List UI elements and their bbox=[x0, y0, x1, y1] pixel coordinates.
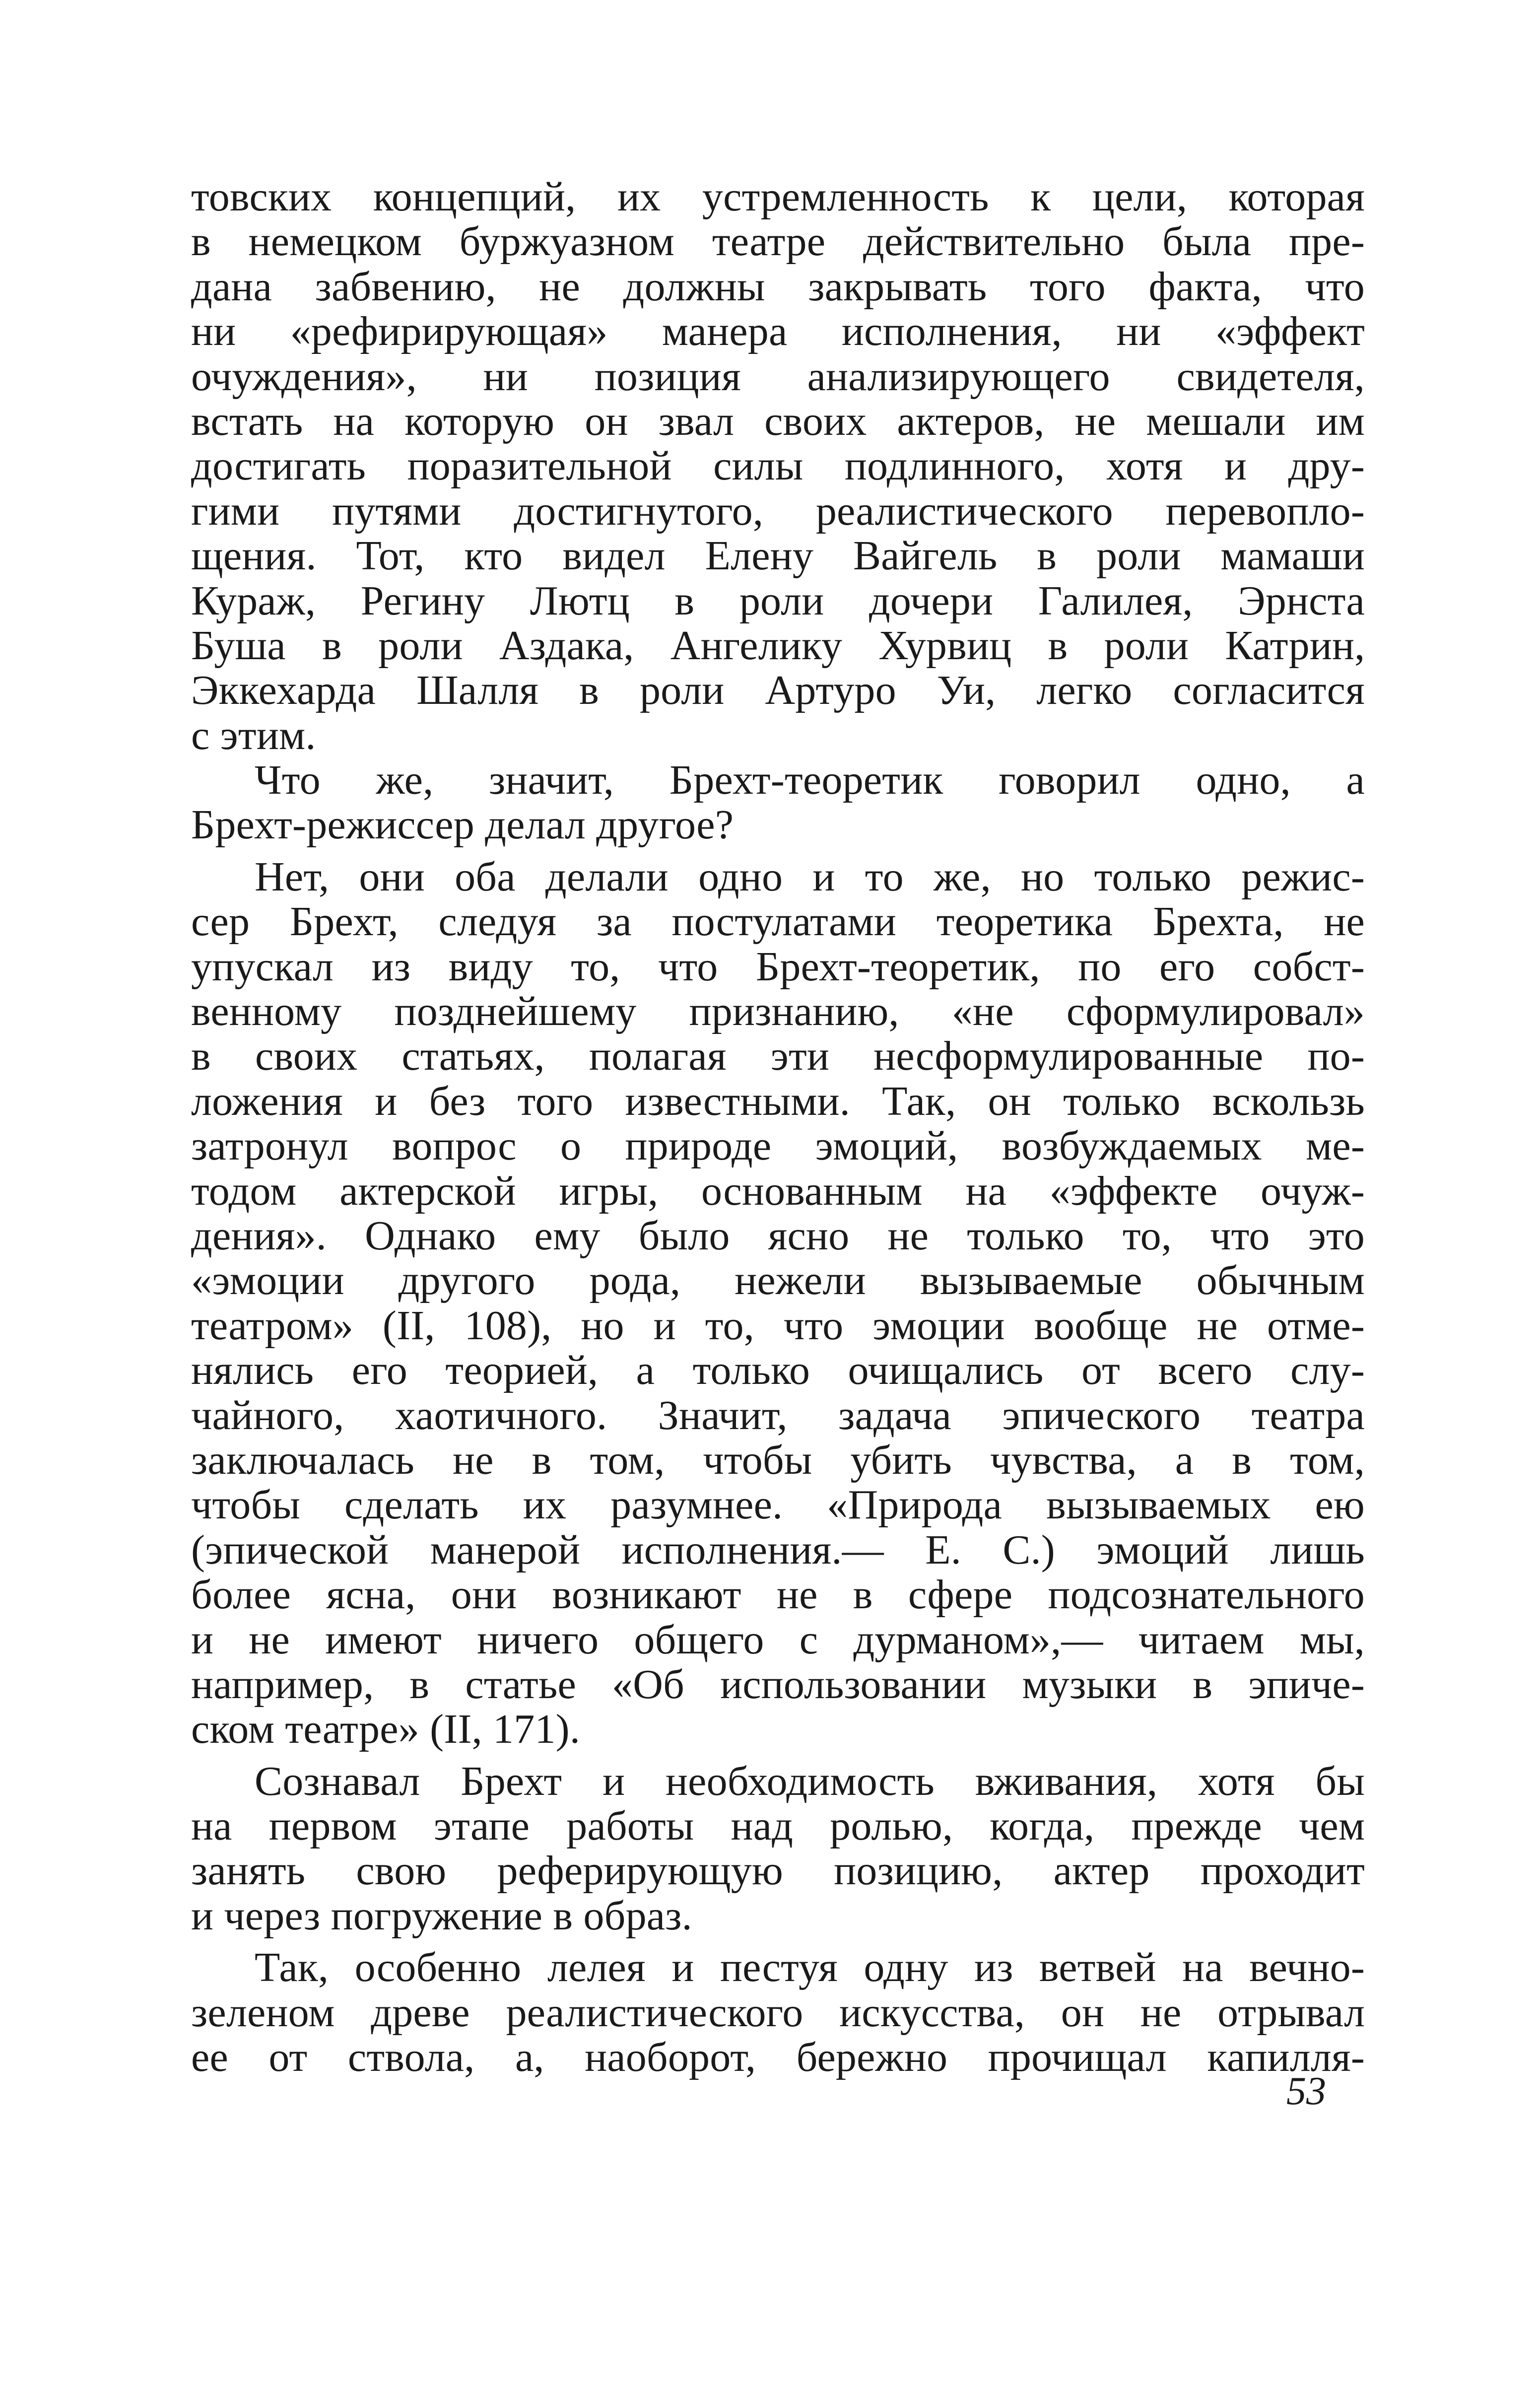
text-line: затронул вопрос о природе эмоций, возбуждаемых ме- bbox=[191, 1124, 1365, 1169]
text-line: в немецком буржуазном театре действительно была пре- bbox=[191, 219, 1365, 265]
paragraph bbox=[191, 1945, 1365, 2080]
text-line: занять свою реферирующую позицию, актер проходит bbox=[191, 1849, 1365, 1894]
text-line: (эпической манерой исполнения.— Е. С.) эмоций лишь bbox=[191, 1527, 1365, 1573]
paragraph bbox=[191, 855, 1365, 1752]
text-line: и через погружение в образ. bbox=[191, 1893, 692, 1939]
text-line: гими путями достигнутого, реалистического перевопло- bbox=[191, 488, 1365, 534]
text-line: чайного, хаотичного. Значит, задача эпического театра bbox=[191, 1393, 1365, 1438]
text-line: например, в статье «Об использовании музыки в эпиче- bbox=[191, 1662, 1365, 1708]
text-line: дана забвению, не должны закрывать того факта, что bbox=[191, 264, 1365, 310]
text-line: зеленом древе реалистического искусства, он не отрывал bbox=[191, 1990, 1365, 2036]
text-line: упускал из виду то, что Брехт-теоретик, по его собст- bbox=[191, 944, 1365, 990]
text-line: Кураж, Регину Лютц в роли дочери Галилея, Эрнста bbox=[191, 578, 1365, 623]
text-line: Сознавал Брехт и необходимость вживания, хотя бы bbox=[255, 1759, 1365, 1804]
text-line: товских концепций, их устремленность к цели, которая bbox=[191, 175, 1365, 220]
page-number: 53 bbox=[1286, 2069, 1326, 2113]
text-line: чтобы сделать их разумнее. «Природа вызываемых ею bbox=[191, 1483, 1365, 1528]
text-line: на первом этапе работы над ролью, когда, прежде чем bbox=[191, 1804, 1365, 1849]
text-line: ее от ствола, а, наоборот, бережно прочищал капилля- bbox=[191, 2035, 1365, 2080]
text-line: дения». Однако ему было ясно не только то, что это bbox=[191, 1213, 1365, 1259]
text-line: Что же, значит, Брехт-теоретик говорил одно, а bbox=[255, 758, 1365, 803]
paragraph bbox=[191, 1759, 1365, 1939]
paragraph-spacing bbox=[191, 1938, 1365, 1945]
text-line: более ясна, они возникают не в сфере подсознательного bbox=[191, 1573, 1365, 1618]
text-line: ском театре» (II, 171). bbox=[191, 1707, 581, 1752]
text-line: Буша в роли Аздака, Ангелику Хурвиц в роли Катрин, bbox=[191, 623, 1365, 669]
text-line: Эккехарда Шалля в роли Артуро Уи, легко согласится bbox=[191, 668, 1365, 713]
paragraph-spacing bbox=[191, 1752, 1365, 1759]
text-line: и не имеют ничего общего с дурманом»,— читаем мы, bbox=[191, 1617, 1365, 1662]
text-line: щения. Тот, кто видел Елену Вайгель в роли мамаши bbox=[191, 534, 1365, 579]
text-line: театром» (II, 108), но и то, что эмоции вообще не отме- bbox=[191, 1303, 1365, 1349]
text-line: Так, особенно лелея и пестуя одну из ветвей на вечно- bbox=[255, 1945, 1365, 1990]
text-line: Брехт-режиссер делал другое? bbox=[191, 803, 734, 848]
text-line: заключалась не в том, чтобы убить чувства, а в том, bbox=[191, 1438, 1365, 1483]
text-line: ни «рефирирующая» манера исполнения, ни «эффект bbox=[191, 309, 1365, 354]
text-line: венному позднейшему признанию, «не сформулировал» bbox=[191, 989, 1365, 1034]
text-line: сер Брехт, следуя за постулатами теоретика Брехта, не bbox=[191, 899, 1365, 945]
text-line: очуждения», ни позиция анализирующего свидетеля, bbox=[191, 354, 1365, 399]
text-line: «эмоции другого рода, нежели вызываемые обычным bbox=[191, 1258, 1365, 1303]
text-line: с этим. bbox=[191, 713, 316, 758]
text-line: нялись его теорией, а только очищались от всего слу- bbox=[191, 1348, 1365, 1393]
body-text bbox=[191, 175, 1365, 2080]
text-line: в своих статьях, полагая эти несформулированные по- bbox=[191, 1034, 1365, 1079]
text-line: Нет, они оба делали одно и то же, но только режис- bbox=[255, 854, 1365, 900]
text-line: встать на которую он звал своих актеров, не мешали им bbox=[191, 399, 1365, 444]
paragraph-spacing bbox=[191, 848, 1365, 855]
paragraph bbox=[191, 175, 1365, 758]
text-line: достигать поразительной силы подлинного, хотя и дру- bbox=[191, 444, 1365, 489]
text-line: тодом актерской игры, основанным на «эффекте очуж- bbox=[191, 1168, 1365, 1214]
text-line: ложения и без того известными. Так, он только вскользь bbox=[191, 1079, 1365, 1124]
paragraph bbox=[191, 758, 1365, 848]
